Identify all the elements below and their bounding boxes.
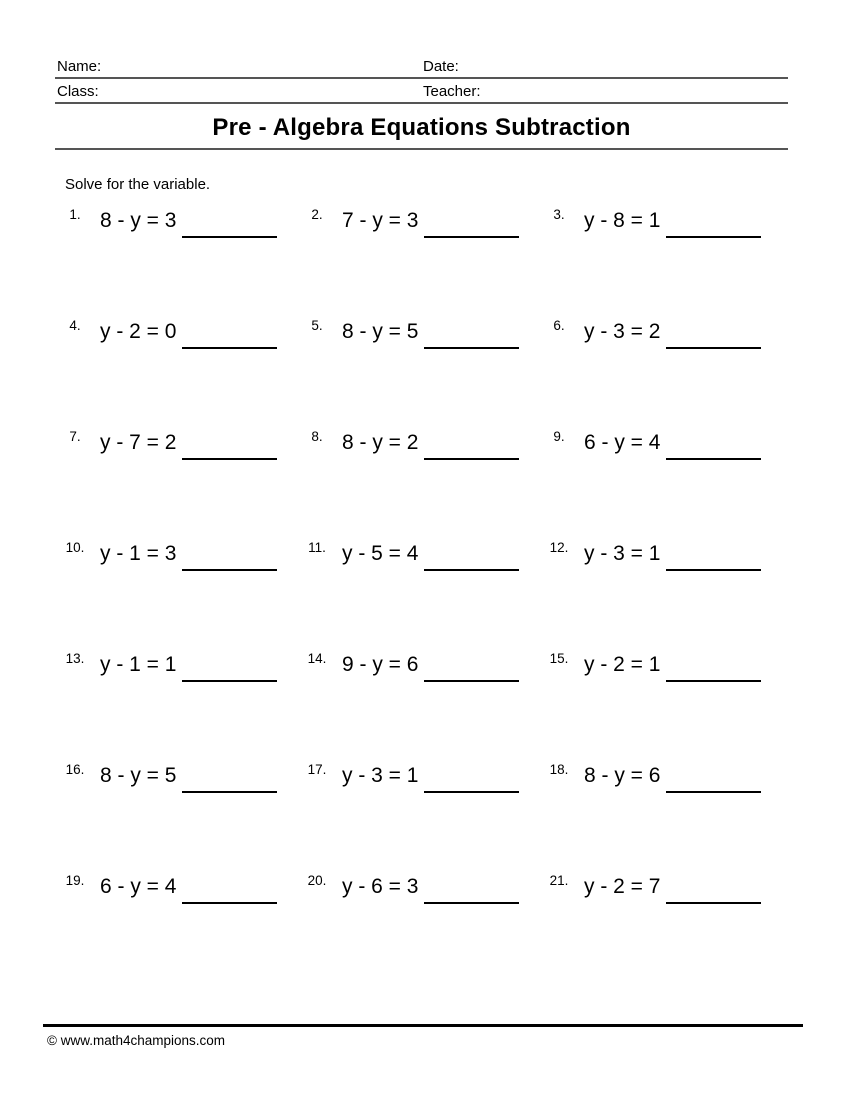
answer-blank[interactable] (182, 450, 277, 460)
problem-item (542, 872, 784, 900)
problem-equation: 9 - y = 6 (342, 653, 419, 676)
answer-blank[interactable] (666, 783, 761, 793)
copyright-text: © www.math4champions.com (47, 1033, 226, 1048)
answer-blank[interactable] (182, 228, 277, 238)
problem-equation: 8 - y = 2 (342, 431, 419, 454)
problem-equation: 6 - y = 4 (584, 431, 661, 454)
problem-number: 17. (307, 762, 327, 777)
problem-equation: 8 - y = 6 (584, 764, 661, 787)
problem-item (58, 317, 300, 345)
problem-item (300, 539, 542, 567)
problem-equation: 7 - y = 3 (342, 209, 419, 232)
problem-equation: y - 2 = 7 (584, 875, 661, 898)
answer-blank[interactable] (666, 561, 761, 571)
class-label: Class: (57, 83, 99, 100)
problem-number: 16. (65, 762, 85, 777)
answer-blank[interactable] (182, 672, 277, 682)
problem-equation: 8 - y = 5 (342, 320, 419, 343)
problem-number: 1. (69, 207, 81, 222)
problem-item (542, 206, 784, 234)
problem-equation: 6 - y = 4 (100, 875, 177, 898)
problem-item (542, 317, 784, 345)
problem-number: 21. (549, 873, 569, 888)
problem-number: 4. (69, 318, 81, 333)
answer-blank[interactable] (424, 339, 519, 349)
problem-item (542, 761, 784, 789)
problem-number: 9. (553, 429, 565, 444)
problem-number: 7. (69, 429, 81, 444)
problem-number: 5. (311, 318, 323, 333)
answer-blank[interactable] (182, 783, 277, 793)
problem-item (58, 428, 300, 456)
problem-number: 18. (549, 762, 569, 777)
answer-blank[interactable] (666, 450, 761, 460)
problem-equation: y - 3 = 1 (584, 542, 661, 565)
problem-item (542, 428, 784, 456)
problem-number: 15. (549, 651, 569, 666)
problem-equation: y - 8 = 1 (584, 209, 661, 232)
problem-equation: y - 3 = 2 (584, 320, 661, 343)
problem-item (300, 206, 542, 234)
problem-equation: y - 1 = 3 (100, 542, 177, 565)
answer-blank[interactable] (424, 228, 519, 238)
answer-blank[interactable] (424, 450, 519, 460)
header-row-name-date (55, 56, 788, 79)
problem-number: 6. (553, 318, 565, 333)
problem-equation: y - 2 = 1 (584, 653, 661, 676)
problem-number: 12. (549, 540, 569, 555)
answer-blank[interactable] (182, 894, 277, 904)
answer-blank[interactable] (182, 561, 277, 571)
problem-equation: 8 - y = 3 (100, 209, 177, 232)
problem-item (300, 428, 542, 456)
name-label: Name: (57, 58, 102, 75)
problem-item (58, 650, 300, 678)
problem-equation: y - 5 = 4 (342, 542, 419, 565)
answer-blank[interactable] (182, 339, 277, 349)
problem-item (58, 539, 300, 567)
answer-blank[interactable] (424, 783, 519, 793)
answer-blank[interactable] (424, 672, 519, 682)
problem-item (300, 317, 542, 345)
title-block (55, 114, 788, 150)
problem-item (58, 872, 300, 900)
problem-equation: y - 1 = 1 (100, 653, 177, 676)
problem-number: 14. (307, 651, 327, 666)
problem-equation: 8 - y = 5 (100, 764, 177, 787)
problem-item (300, 872, 542, 900)
problem-equation: y - 2 = 0 (100, 320, 177, 343)
problem-equation: y - 7 = 2 (100, 431, 177, 454)
instructions-text: Solve for the variable. (65, 176, 211, 193)
problem-item (542, 539, 784, 567)
footer (43, 1024, 803, 1048)
problem-number: 3. (553, 207, 565, 222)
problem-number: 10. (65, 540, 85, 555)
problem-item (300, 761, 542, 789)
problem-item (58, 206, 300, 234)
worksheet-title: Pre - Algebra Equations Subtraction (212, 114, 631, 141)
problem-number: 8. (311, 429, 323, 444)
problem-equation: y - 3 = 1 (342, 764, 419, 787)
answer-blank[interactable] (666, 339, 761, 349)
problem-equation: y - 6 = 3 (342, 875, 419, 898)
answer-blank[interactable] (424, 894, 519, 904)
problem-number: 11. (308, 540, 326, 555)
problem-number: 2. (311, 207, 323, 222)
problem-number: 19. (65, 873, 85, 888)
problem-item (542, 650, 784, 678)
problem-item (300, 650, 542, 678)
answer-blank[interactable] (666, 672, 761, 682)
problems-grid (58, 206, 788, 983)
problem-number: 13. (65, 651, 85, 666)
teacher-label: Teacher: (423, 83, 481, 100)
date-label: Date: (423, 58, 459, 75)
header-row-class-teacher (55, 81, 788, 104)
answer-blank[interactable] (424, 561, 519, 571)
problem-item (58, 761, 300, 789)
answer-blank[interactable] (666, 228, 761, 238)
answer-blank[interactable] (666, 894, 761, 904)
problem-number: 20. (307, 873, 327, 888)
